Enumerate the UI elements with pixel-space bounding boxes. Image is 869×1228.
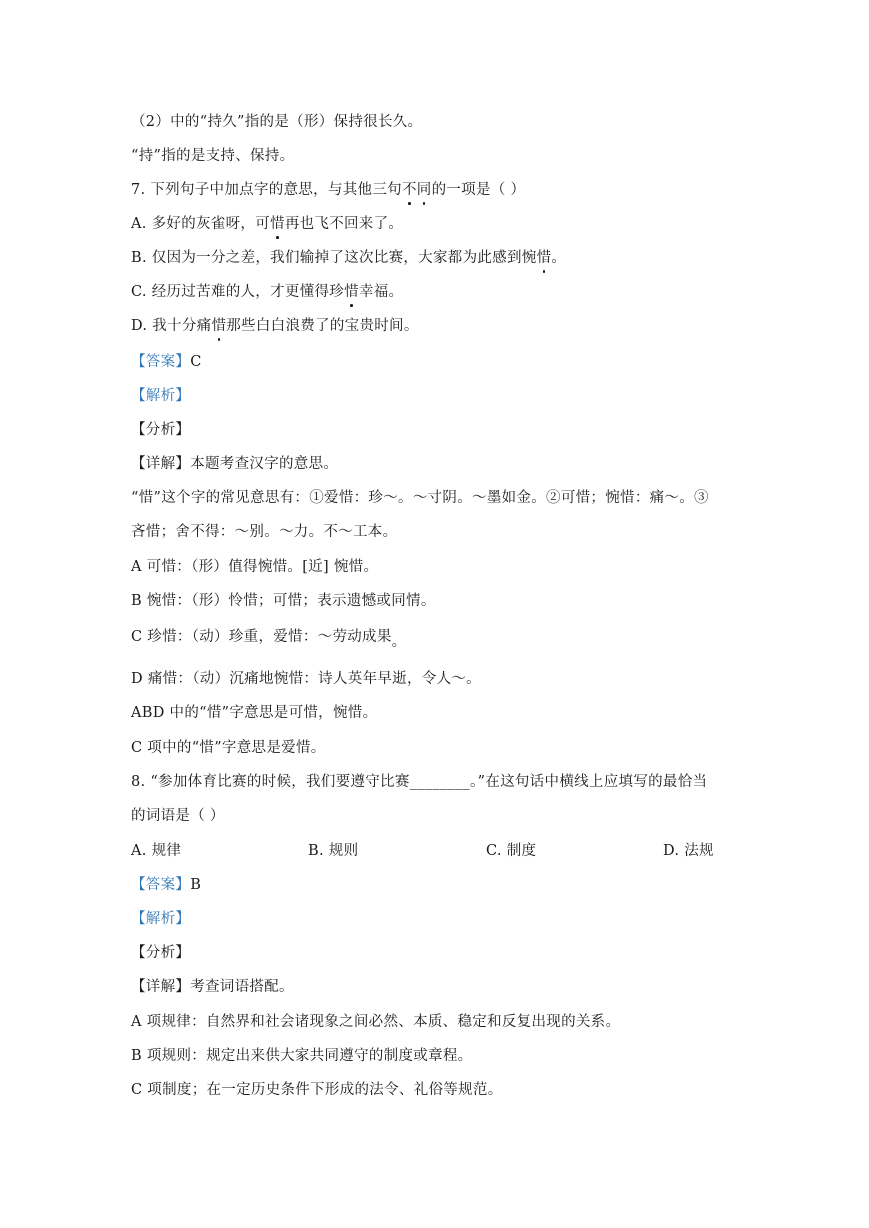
- option-text: A. 多好的灰雀呀，可: [131, 216, 270, 232]
- option-text: C. 经历过苦难的人，才更懂得珍: [131, 284, 345, 300]
- option-text: 幸福。: [358, 284, 404, 300]
- option-c: [131, 282, 403, 302]
- answer-line: [131, 875, 201, 895]
- dotted-char: 惜: [536, 250, 552, 266]
- text-fragment: C 珍惜：（动）珍重，爱惜：～劳动成果: [131, 629, 392, 645]
- fenxi-label: 【分析】: [131, 945, 191, 961]
- option-text: D. 我十分痛: [131, 318, 212, 334]
- dotted-char: 惜: [270, 216, 285, 232]
- option-b: B. 规则: [308, 843, 359, 859]
- option-c: C. 制度: [486, 843, 537, 859]
- text-line: D 痛惜：（动）沉痛地惋惜：诗人英年早逝，令人～。: [131, 671, 481, 687]
- answer-label: 【答案】: [131, 354, 191, 370]
- answer-value: B: [190, 877, 202, 893]
- dotted-char: 不: [401, 182, 417, 198]
- text-line: （2）中的“持久”指的是（形）保持很长久。: [131, 114, 423, 130]
- text-line: ABD 中的“惜”字意思是可惜，惋惜。: [131, 705, 378, 721]
- text-line: B 惋惜：（形）怜惜；可惜；表示遗憾或同情。: [131, 593, 436, 609]
- fenxi-label: 【分析】: [131, 422, 191, 438]
- answer-label: 【答案】: [131, 877, 191, 893]
- option-text: 再也飞不回来了。: [284, 216, 404, 232]
- question-8-stem: 8. “参加体育比赛的时候，我们要遵守比赛________。”在这句话中横线上应填写的最恰当: [131, 774, 708, 790]
- option-d: [131, 316, 419, 336]
- text-line: A 可惜：（形）值得惋惜。[近] 惋惜。: [131, 559, 379, 575]
- text-line: “惜”这个字的常见意思有：①爱惜：珍～。～寸阴。～墨如金。②可惜；惋惜：痛～。③: [131, 490, 709, 506]
- dotted-char: 同: [416, 182, 432, 198]
- text-line: C 项中的“惜”字意思是爱惜。: [131, 740, 326, 756]
- option-text: B. 仅因为一分之差，我们输掉了这次比赛，大家都为此感到惋: [131, 250, 537, 266]
- option-text: 。: [551, 250, 567, 266]
- text-line: B 项规则：规定出来供大家共同遵守的制度或章程。: [131, 1048, 473, 1064]
- answer-value: C: [190, 354, 202, 370]
- option-b: [131, 248, 566, 268]
- question-7-stem: [131, 180, 525, 200]
- detail-line: 【详解】本题考查汉字的意思。: [131, 456, 339, 472]
- text-line: 吝惜；舍不得：～别。～力。不～工本。: [131, 524, 398, 540]
- text-line: A 项规律：自然界和社会诸现象之间必然、本质、稳定和反复出现的关系。: [131, 1014, 621, 1030]
- option-d: D. 法规: [663, 843, 714, 859]
- text-fragment: 。: [391, 634, 407, 650]
- q7-stem-part: 的一项是（ ）: [431, 182, 526, 198]
- option-a: A. 规律: [131, 843, 182, 859]
- text-line: [131, 627, 407, 650]
- analysis-label: 【解析】: [131, 911, 191, 927]
- text-line: C 项制度；在一定历史条件下形成的法令、礼俗等规范。: [131, 1082, 503, 1098]
- question-8-stem: 的词语是（ ）: [131, 808, 225, 824]
- analysis-label: 【解析】: [131, 388, 191, 404]
- q7-stem-part: 7. 下列句子中加点字的意思，与其他三句: [131, 182, 402, 198]
- option-a: [131, 214, 403, 234]
- dotted-char: 惜: [344, 284, 359, 300]
- text-line: “持”指的是支持、保持。: [131, 148, 295, 164]
- detail-line: 【详解】考查词语搭配。: [131, 979, 294, 995]
- dotted-char: 惜: [211, 318, 227, 334]
- option-text: 那些白白浪费了的宝贵时间。: [226, 318, 419, 334]
- answer-line: [131, 352, 202, 372]
